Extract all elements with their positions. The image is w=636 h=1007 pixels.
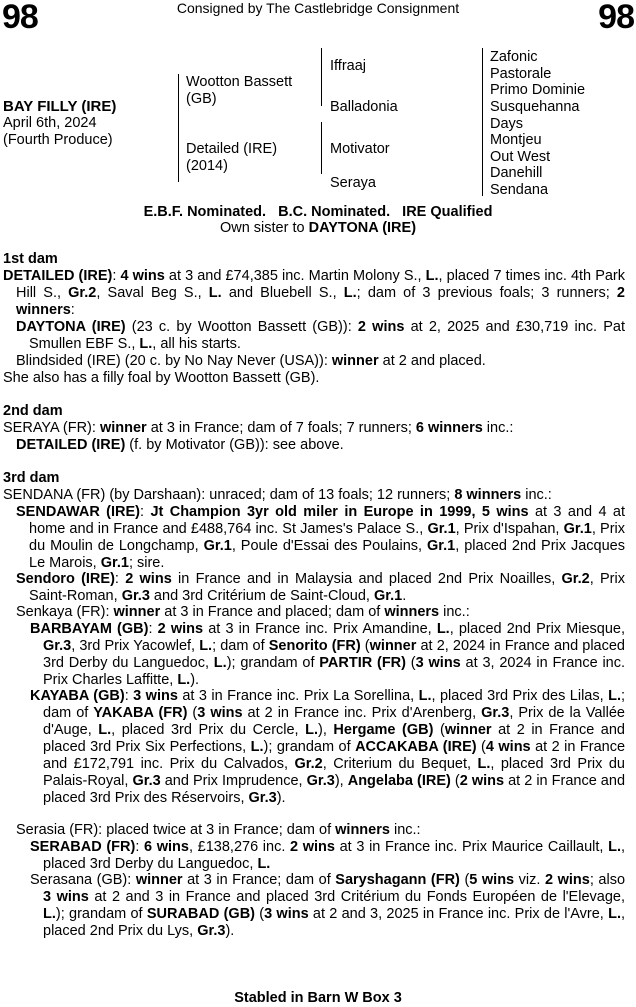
- text-run: , placed 7 times inc. 4th Park Hill S.,: [16, 268, 626, 301]
- text-run: viz.: [514, 872, 545, 888]
- text-run: in France and in Malaysia and placed 2nd Prix Noailles,: [171, 571, 562, 587]
- bold-run: ACCAKABA (IRE): [355, 739, 477, 755]
- text-run: .: [402, 588, 407, 604]
- text-run: Serasia (FR): placed twice at 3 in France; dam of: [16, 822, 336, 838]
- dam-year: (2014): [186, 158, 228, 174]
- text-run: , placed 2nd Prix Jacques Le Marois,: [29, 538, 625, 571]
- bold-run: L.: [139, 336, 153, 352]
- bold-run: 3 wins: [264, 906, 309, 922]
- text-run: , placed 2nd Prix Miesque,: [449, 621, 626, 637]
- text-run: (: [187, 705, 198, 721]
- text-run: at 3 in France; dam of 7 foals; 7 runners;: [146, 420, 416, 436]
- text-run: Senkaya (FR):: [16, 604, 114, 620]
- ancestor-4th-gen: Zafonic: [490, 49, 538, 65]
- text-run: ),: [318, 722, 334, 738]
- bold-run: 2 wins: [125, 571, 172, 587]
- ancestor-4th-gen: Primo Dominie: [490, 82, 586, 98]
- text-run: , Prix du Moulin de Longchamp,: [29, 521, 626, 554]
- bold-run: Gr.2: [561, 571, 590, 587]
- bold-run: winner: [99, 420, 147, 436]
- bold-run: DETAILED (IRE): [16, 437, 126, 453]
- bold-run: L.: [436, 621, 450, 637]
- bold-run: Gr.3: [132, 773, 161, 789]
- text-run: , Poule d'Essai des Poulains,: [231, 538, 428, 554]
- text-run: ; also: [589, 872, 626, 888]
- bold-run: L.: [608, 839, 621, 855]
- text-run: and 3rd Critérium de Saint-Cloud,: [149, 588, 374, 604]
- second-dam-produce-detailed: [16, 437, 625, 454]
- bold-run: Gr.2: [294, 756, 323, 772]
- bold-run: winners: [335, 822, 390, 838]
- text-run: at 3 and 4 at home and in France and £488,764 inc. St James's Palace S.,: [29, 504, 625, 537]
- bold-run: 3 wins: [197, 705, 243, 721]
- bold-run: winners: [384, 604, 440, 620]
- text-run: , placed 3rd Prix des Lilas,: [431, 688, 609, 704]
- text-run: inc.:: [389, 822, 421, 838]
- produce-senkaya: [16, 604, 625, 621]
- bold-run: Gr.1: [373, 588, 403, 604]
- bold-run: Gr.3: [121, 588, 150, 604]
- bold-run: 8 winners: [454, 487, 522, 503]
- text-run: Blindsided (IRE) (20 c. by No Nay Never (USA)):: [16, 353, 332, 369]
- text-run: (: [459, 872, 470, 888]
- text-run: , placed 3rd Prix du Cercle,: [111, 722, 306, 738]
- text-run: Serasana (GB):: [30, 872, 136, 888]
- text-run: (: [255, 906, 265, 922]
- bold-run: L.: [477, 756, 491, 772]
- produce-serasia: [16, 822, 625, 839]
- text-run: at 2 in France and placed 3rd Prix Six Perfections,: [43, 722, 625, 755]
- ancestor-4th-gen: Sendana: [490, 182, 549, 198]
- bold-run: 2 wins: [290, 839, 335, 855]
- bold-run: 2 winners: [16, 285, 625, 318]
- second-dam-entry: [3, 420, 625, 437]
- text-run: inc.:: [521, 487, 552, 503]
- text-run: ; dam of 3 previous foals; 3 runners;: [356, 285, 617, 301]
- bold-run: winner: [331, 353, 379, 369]
- text-run: She also has a filly foal by Wootton Bassett (GB).: [3, 370, 320, 386]
- text-run: , Prix d'Ispahan,: [455, 521, 564, 537]
- bold-run: Gr.1: [563, 521, 592, 537]
- horse-name: BAY FILLY (IRE): [3, 98, 117, 115]
- bold-run: 2 wins: [459, 773, 505, 789]
- own-sister-prefix: Own sister to: [219, 220, 309, 236]
- bold-run: Gr.1: [427, 521, 456, 537]
- text-run: ); grandam of: [263, 739, 356, 755]
- bold-run: L.: [425, 268, 439, 284]
- bold-run: L.: [250, 739, 264, 755]
- bold-run: Gr.1: [100, 555, 129, 571]
- pedigree-bracket-2b: [321, 122, 322, 174]
- text-run: inc.:: [439, 604, 470, 620]
- bold-run: L.: [98, 722, 112, 738]
- bold-run: 6 wins: [144, 839, 189, 855]
- text-run: at 2 in France and placed 3rd Prix des Réservoirs,: [43, 773, 626, 806]
- bold-run: Gr.1: [203, 538, 232, 554]
- filly-foal-note: [3, 370, 625, 387]
- ancestor-4th-gen: Pastorale: [490, 66, 552, 82]
- ancestor-4th-gen: Montjeu: [490, 132, 542, 148]
- text-run: at 2, 2025 and £30,719 inc. Pat Smullen EBF S.,: [29, 319, 625, 352]
- consignor-line: Consigned by The Castlebridge Consignment: [176, 0, 460, 16]
- text-run: SENDANA (FR) (by Darshaan): unraced; dam of 13 foals; 12 runners;: [3, 487, 455, 503]
- bold-run: SURABAD (GB): [146, 906, 256, 922]
- text-run: , Prix de la Vallée d'Auge,: [43, 705, 625, 738]
- bold-run: Sendoro (IRE): [16, 571, 115, 587]
- text-run: :: [124, 688, 134, 704]
- second-dam-heading: 2nd dam: [3, 403, 63, 419]
- text-run: , Criterium du Bequet,: [322, 756, 478, 772]
- pedigree-bracket-1: [178, 74, 179, 182]
- text-run: ); grandam of: [226, 655, 320, 671]
- text-run: (: [433, 722, 445, 738]
- bold-run: Senorito (FR): [268, 638, 361, 654]
- pedigree-bracket-2a: [321, 48, 322, 106]
- produce-daytona: [16, 319, 625, 353]
- bold-run: Angelaba (IRE): [347, 773, 451, 789]
- sire-name: Wootton Bassett: [186, 74, 293, 90]
- first-dam-entry: [3, 268, 625, 319]
- text-run: ).: [276, 790, 286, 806]
- bold-run: SERABAD (FR): [30, 839, 136, 855]
- dam-dam: Seraya: [330, 175, 376, 191]
- text-run: at 3 in France; dam of: [182, 872, 336, 888]
- own-sister-name: DAYTONA (IRE): [308, 220, 417, 236]
- text-run: , placed 2nd Prix du Lys,: [43, 906, 626, 939]
- third-dam-entry: [3, 487, 625, 504]
- produce-serasana: [30, 872, 625, 940]
- text-run: at 2 and placed.: [378, 353, 486, 369]
- text-run: at 3 in France and placed; dam of: [160, 604, 385, 620]
- text-run: :: [140, 504, 151, 520]
- text-run: (: [476, 739, 486, 755]
- text-run: (f. by Motivator (GB)): see above.: [125, 437, 344, 453]
- bold-run: L.: [199, 638, 213, 654]
- text-run: :: [112, 268, 121, 284]
- text-run: (: [360, 638, 370, 654]
- bold-run: L.: [208, 285, 222, 301]
- text-run: ; dam of: [212, 638, 269, 654]
- lot-number-right: 98: [598, 0, 634, 36]
- bold-run: L.: [608, 906, 621, 922]
- text-run: , £138,276 inc.: [188, 839, 291, 855]
- dam-name: Detailed (IRE): [186, 141, 278, 157]
- bold-run: L.: [305, 722, 319, 738]
- text-run: ); grandam of: [55, 906, 147, 922]
- text-run: and Prix Imprudence,: [160, 773, 307, 789]
- produce-barbayam: [30, 621, 625, 689]
- bold-run: winner: [113, 604, 161, 620]
- ancestor-4th-gen: Danehill: [490, 165, 543, 181]
- bold-run: L.: [213, 655, 227, 671]
- bold-run: Gr.3: [248, 790, 277, 806]
- produce-kayaba: [30, 688, 625, 807]
- foaling-date: April 6th, 2024: [3, 115, 97, 131]
- bold-run: L.: [43, 906, 56, 922]
- text-run: :: [135, 839, 145, 855]
- text-run: :: [148, 621, 158, 637]
- text-run: at 3 in France inc. Prix Maurice Caillault,: [334, 839, 609, 855]
- text-run: at 2 and 3, 2025 in France inc. Prix de l'Avre,: [308, 906, 609, 922]
- text-run: at 3 in France inc. Prix Amandine,: [203, 621, 437, 637]
- text-run: inc.:: [482, 420, 514, 436]
- bold-run: 4 wins: [120, 268, 165, 284]
- produce-sendawar: [16, 504, 625, 572]
- text-run: :: [70, 302, 75, 318]
- ancestor-4th-gen: Susquehanna: [490, 99, 580, 115]
- bold-run: Gr.3: [481, 705, 510, 721]
- bold-run: KAYABA (GB): [30, 688, 125, 704]
- text-run: (: [450, 773, 460, 789]
- ancestor-4th-gen: Out West: [490, 149, 551, 165]
- text-run: , Saval Beg S.,: [96, 285, 209, 301]
- text-run: at 3, 2024 in France inc. Prix Charles Laffitte,: [43, 655, 626, 688]
- text-run: at 3 and £74,385 inc. Martin Molony S.,: [164, 268, 426, 284]
- text-run: :: [114, 571, 126, 587]
- bold-run: DAYTONA (IRE): [16, 319, 126, 335]
- bold-run: Jt Champion 3yr old miler in Europe in 1999, 5 wins: [150, 504, 529, 520]
- bold-run: 3 wins: [133, 688, 178, 704]
- bold-run: winner: [369, 638, 417, 654]
- lot-number-left: 98: [2, 0, 38, 36]
- text-run: ; dam of: [43, 688, 626, 721]
- text-run: (: [406, 655, 416, 671]
- text-run: at 3 in France inc. Prix La Sorellina,: [177, 688, 419, 704]
- produce-sendoro: [16, 571, 625, 605]
- bold-run: 4 wins: [485, 739, 531, 755]
- text-run: SERAYA (FR):: [3, 420, 100, 436]
- sire-dam: Balladonia: [330, 99, 398, 115]
- bold-run: L.: [608, 688, 621, 704]
- bold-run: BARBAYAM (GB): [30, 621, 149, 637]
- sire-country: (GB): [186, 91, 217, 107]
- produce-note: (Fourth Produce): [3, 132, 113, 148]
- sire-sire: Iffraaj: [330, 58, 367, 74]
- bold-run: L.: [343, 285, 357, 301]
- bold-run: winner: [135, 872, 183, 888]
- bold-run: winner: [444, 722, 492, 738]
- bold-run: L.: [257, 856, 271, 872]
- bold-run: 2 wins: [544, 872, 590, 888]
- text-run: , Prix Saint-Roman,: [29, 571, 625, 604]
- third-dam-heading: 3rd dam: [3, 470, 60, 486]
- bold-run: DETAILED (IRE): [3, 268, 113, 284]
- bold-run: 3 wins: [415, 655, 461, 671]
- bold-run: L.: [418, 688, 432, 704]
- bold-run: 3 wins: [43, 889, 89, 905]
- pedigree-bracket-3: [482, 48, 483, 196]
- produce-blindsided: [16, 353, 625, 370]
- text-run: , 3rd Prix Yacowlef,: [71, 638, 200, 654]
- bold-run: Gr.3: [197, 923, 226, 939]
- stabling-note: Stabled in Barn W Box 3: [234, 990, 402, 1006]
- own-sister-line: [0, 220, 636, 237]
- text-run: at 2 in France and £172,791 inc. Prix du Calvados,: [43, 739, 626, 772]
- text-run: ; sire.: [128, 555, 165, 571]
- text-run: at 2, 2024 in France and placed 3rd Derby du Languedoc,: [43, 638, 625, 671]
- first-dam-heading: 1st dam: [3, 251, 58, 267]
- text-run: ).: [190, 672, 200, 688]
- produce-serabad: [30, 839, 625, 873]
- ancestor-4th-gen: Days: [490, 116, 524, 132]
- bold-run: SENDAWAR (IRE): [16, 504, 141, 520]
- text-run: ).: [225, 923, 235, 939]
- text-run: (23 c. by Wootton Bassett (GB)):: [125, 319, 358, 335]
- text-run: at 2 and 3 in France and placed 3rd Critérium du Fonds Européen de l'Elevage,: [88, 889, 625, 905]
- text-run: and Bluebell S.,: [221, 285, 344, 301]
- text-run: , placed 3rd Prix du Palais-Royal,: [43, 756, 625, 789]
- nominations-line: E.B.F. Nominated. B.C. Nominated. IRE Qualified: [143, 204, 493, 220]
- dam-sire: Motivator: [330, 141, 390, 157]
- text-run: , all his starts.: [152, 336, 241, 352]
- bold-run: Hergame (GB): [333, 722, 434, 738]
- bold-run: L.: [177, 672, 191, 688]
- text-run: , placed 3rd Derby du Languedoc,: [43, 839, 626, 872]
- bold-run: 2 wins: [157, 621, 204, 637]
- text-run: ),: [334, 773, 348, 789]
- bold-run: 6 winners: [415, 420, 483, 436]
- bold-run: Gr.3: [306, 773, 335, 789]
- bold-run: PARTIR (FR): [319, 655, 406, 671]
- bold-run: Gr.1: [427, 538, 456, 554]
- bold-run: Saryshagann (FR): [335, 872, 460, 888]
- bold-run: Gr.3: [43, 638, 72, 654]
- bold-run: 5 wins: [469, 872, 515, 888]
- bold-run: YAKABA (FR): [93, 705, 188, 721]
- bold-run: 2 wins: [357, 319, 405, 335]
- text-run: at 2 in France inc. Prix d'Arenberg,: [242, 705, 482, 721]
- bold-run: Gr.2: [68, 285, 97, 301]
